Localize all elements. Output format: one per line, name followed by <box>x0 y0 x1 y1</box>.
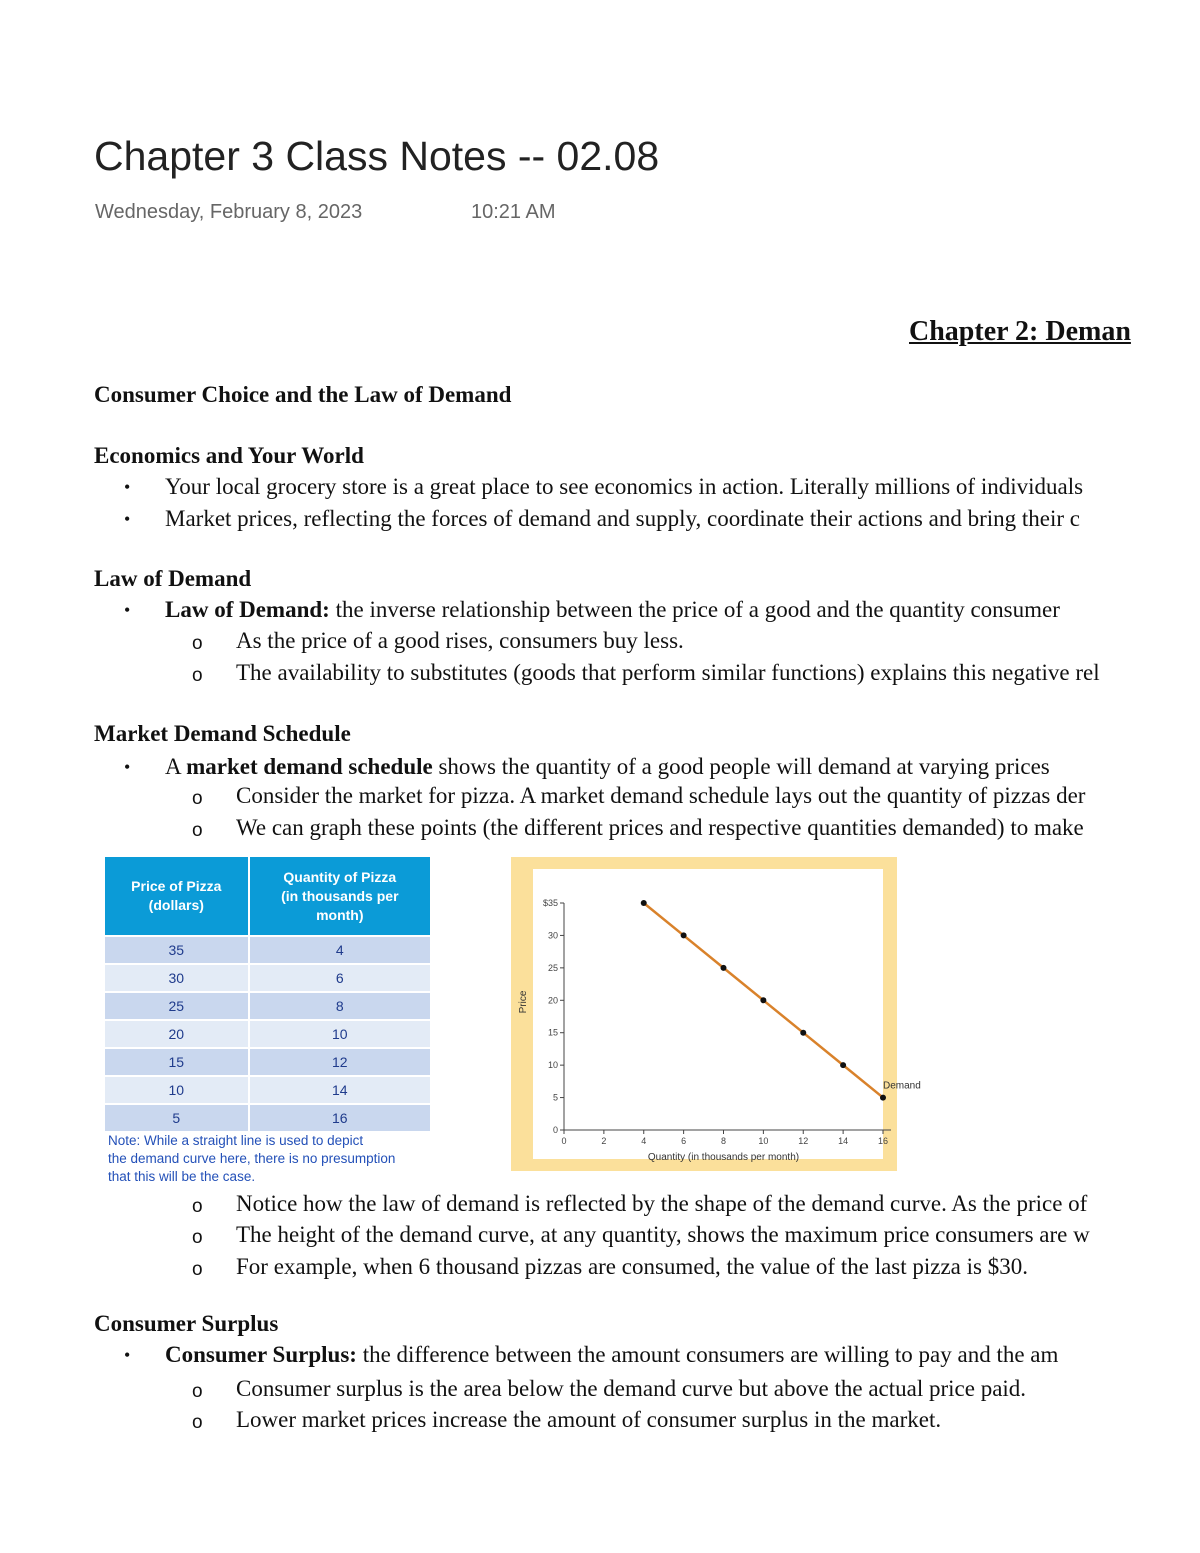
table-header-price-line: (dollars) <box>148 897 204 913</box>
consumer-surplus-sub-1: Consumer surplus is the area below the demand curve but above the actual price paid. <box>236 1376 1027 1401</box>
law-of-demand-sub-2: The availability to substitutes (goods that perform similar functions) explains this negative rel <box>236 660 1100 685</box>
table-cell-quantity: 4 <box>249 936 430 964</box>
table-row <box>105 992 430 1020</box>
circle-bullet-icon: o <box>192 1259 203 1280</box>
circle-bullet-icon: o <box>192 665 203 686</box>
chart-y-tick-label: 30 <box>547 930 558 941</box>
law-of-demand-text: the inverse relationship between the price of a good and the quantity consumer <box>329 597 1060 622</box>
chart-x-tick-label: 14 <box>838 1136 849 1146</box>
demand-data-point <box>721 965 727 971</box>
economics-bullet-1: Your local grocery store is a great place to see economics in action. Literally millions of individuals <box>165 474 1084 499</box>
chart-y-tick-label: 15 <box>547 1027 558 1038</box>
chart-y-axis-label: Price <box>518 990 529 1014</box>
market-demand-term: market demand schedule <box>186 754 433 779</box>
market-demand-sub-1: Consider the market for pizza. A market demand schedule lays out the quantity of pizzas der <box>236 783 1086 808</box>
table-cell-price: 30 <box>105 964 249 992</box>
chart-y-tick-label: $35 <box>542 898 558 908</box>
demand-data-point <box>641 900 647 906</box>
circle-bullet-icon: o <box>192 1227 203 1248</box>
table-cell-price: 15 <box>105 1048 249 1076</box>
circle-bullet-icon: o <box>192 1381 203 1402</box>
market-demand-bullet <box>165 754 1050 780</box>
section-heading-market-demand: Market Demand Schedule <box>94 721 351 746</box>
table-row <box>105 1104 430 1131</box>
section-heading-consumer-choice: Consumer Choice and the Law of Demand <box>94 382 512 407</box>
section-heading-economics-world: Economics and Your World <box>94 443 364 468</box>
table-note-line: that this will be the case. <box>108 1169 256 1184</box>
table-header-quantity-line: (in thousands per <box>281 887 399 904</box>
chart-x-tick-label: 4 <box>641 1136 647 1146</box>
table-header-price <box>105 857 249 936</box>
law-of-demand-sub-1: As the price of a good rises, consumers buy less. <box>236 628 684 653</box>
chart-x-tick-label: 8 <box>720 1136 727 1146</box>
market-demand-sub-2: We can graph these points (the different prices and respective quantities demanded) to make <box>236 815 1084 840</box>
chart-x-axis-label: Quantity (in thousands per month) <box>647 1152 800 1163</box>
table-cell-quantity: 16 <box>249 1104 430 1131</box>
circle-bullet-icon: o <box>192 820 203 841</box>
market-demand-sub-3: Notice how the law of demand is reflected by the shape of the demand curve. As the price of <box>236 1191 1088 1216</box>
page-title: Chapter 3 Class Notes -- 02.08 <box>94 133 660 179</box>
table-cell-price: 10 <box>105 1076 249 1104</box>
demand-data-point <box>800 1030 806 1036</box>
market-demand-text: shows the quantity of a good people will demand at varying prices <box>432 754 1050 779</box>
circle-bullet-icon: o <box>192 788 203 809</box>
circle-bullet-icon: o <box>192 1412 203 1433</box>
demand-data-point <box>840 1062 846 1068</box>
circle-bullet-icon: o <box>192 1196 203 1217</box>
economics-bullet-2: Market prices, reflecting the forces of demand and supply, coordinate their actions and bring their c <box>165 506 1080 531</box>
chart-x-tick-label: 12 <box>798 1136 809 1146</box>
table-row <box>105 1076 430 1104</box>
table-header-price-line: Price of Pizza <box>131 878 222 894</box>
page-time: 10:21 AM <box>471 201 556 223</box>
chart-series-label: Demand <box>883 1080 921 1092</box>
consumer-surplus-term: Consumer Surplus: <box>165 1342 357 1367</box>
law-of-demand-definition <box>165 597 1060 623</box>
demand-data-point <box>880 1095 886 1101</box>
chart-y-tick-label: 25 <box>547 962 558 973</box>
chart-x-tick-label: 0 <box>561 1136 567 1146</box>
table-cell-price: 35 <box>105 936 249 964</box>
demand-data-point <box>681 932 687 938</box>
table-cell-quantity: 10 <box>249 1020 430 1048</box>
chapter-heading: Chapter 2: Deman <box>909 316 1131 347</box>
pizza-demand-table <box>105 857 430 1131</box>
demand-data-point <box>760 997 766 1003</box>
consumer-surplus-definition <box>165 1342 1058 1368</box>
table-row <box>105 1048 430 1076</box>
bullet-icon: • <box>124 1345 131 1365</box>
chart-y-tick-label: 0 <box>552 1125 558 1135</box>
law-of-demand-term: Law of Demand: <box>165 597 330 622</box>
market-demand-prefix: A <box>165 754 187 779</box>
table-row <box>105 936 430 964</box>
table-cell-quantity: 6 <box>249 964 430 992</box>
table-note-line: Note: While a straight line is used to depict <box>108 1133 364 1148</box>
market-demand-sub-4: The height of the demand curve, at any quantity, shows the maximum price consumers are w <box>236 1222 1090 1247</box>
chart-y-tick-label: 20 <box>547 995 558 1006</box>
demand-chart <box>511 857 921 1171</box>
table-cell-quantity: 12 <box>249 1048 430 1076</box>
table-header-quantity-line: month) <box>316 906 364 923</box>
table-row <box>105 964 430 992</box>
chart-x-tick-label: 10 <box>758 1136 769 1146</box>
circle-bullet-icon: o <box>192 633 203 654</box>
table-cell-quantity: 14 <box>249 1076 430 1104</box>
market-demand-sub-5: For example, when 6 thousand pizzas are consumed, the value of the last pizza is $30. <box>236 1254 1028 1279</box>
table-cell-price: 25 <box>105 992 249 1020</box>
chart-x-tick-label: 16 <box>877 1136 889 1146</box>
table-row <box>105 1020 430 1048</box>
chart-plot-area <box>533 869 883 1159</box>
demand-chart-svg <box>511 857 921 1171</box>
table-cell-price: 20 <box>105 1020 249 1048</box>
consumer-surplus-sub-2: Lower market prices increase the amount of consumer surplus in the market. <box>236 1407 942 1432</box>
table-header-quantity <box>249 857 430 936</box>
section-heading-consumer-surplus: Consumer Surplus <box>94 1311 279 1336</box>
bullet-icon: • <box>124 757 131 777</box>
table-header-quantity-line: Quantity of Pizza <box>283 868 397 885</box>
bullet-icon: • <box>124 600 131 620</box>
table-note-line: the demand curve here, there is no presumption <box>108 1151 396 1166</box>
table-cell-quantity: 8 <box>249 992 430 1020</box>
table-note <box>108 1132 428 1186</box>
section-heading-law-of-demand: Law of Demand <box>94 566 252 591</box>
bullet-icon: • <box>124 509 131 529</box>
chart-x-tick-label: 2 <box>601 1136 607 1146</box>
bullet-icon: • <box>124 477 131 497</box>
chart-x-tick-label: 6 <box>681 1136 687 1146</box>
page-date: Wednesday, February 8, 2023 <box>95 201 363 223</box>
chart-y-tick-label: 10 <box>547 1060 558 1071</box>
consumer-surplus-text: the difference between the amount consumers are willing to pay and the am <box>356 1342 1059 1367</box>
chart-y-tick-label: 5 <box>552 1092 558 1103</box>
table-cell-price: 5 <box>105 1104 249 1131</box>
